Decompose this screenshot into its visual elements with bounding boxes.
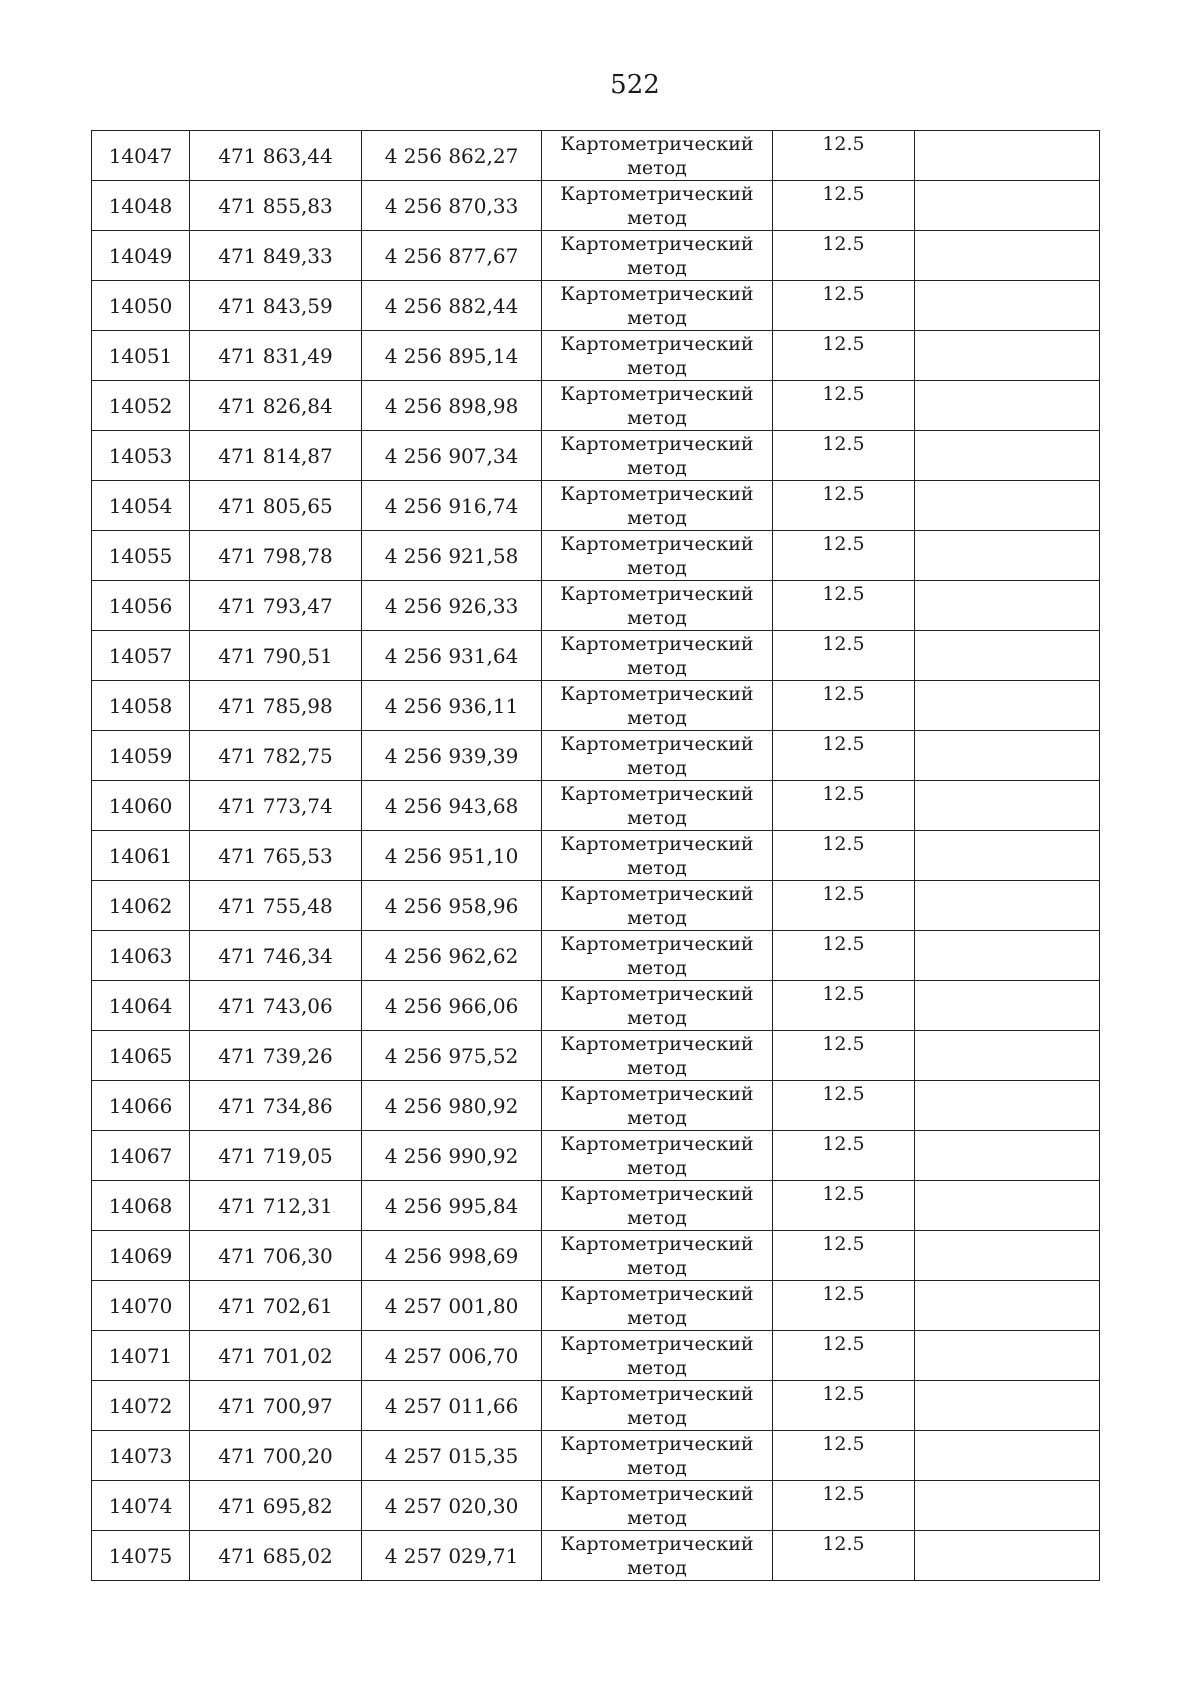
- y-coordinate-cell: 4 256 862,27: [362, 131, 542, 181]
- method-line-2: метод: [627, 1157, 687, 1179]
- y-coordinate-cell: 4 256 877,67: [362, 231, 542, 281]
- point-id-cell: 14052: [92, 381, 190, 431]
- note-cell: [915, 1181, 1100, 1231]
- method-line-2: метод: [627, 257, 687, 279]
- y-coordinate-cell: 4 257 020,30: [362, 1481, 542, 1531]
- method-line-2: метод: [627, 1507, 687, 1529]
- x-coordinate-cell: 471 755,48: [190, 881, 362, 931]
- x-coordinate-cell: 471 805,65: [190, 481, 362, 531]
- table-row: [92, 1231, 1100, 1281]
- x-coordinate-cell: 471 843,59: [190, 281, 362, 331]
- note-cell: [915, 481, 1100, 531]
- x-coordinate-cell: 471 863,44: [190, 131, 362, 181]
- method-line-1: Картометрический: [560, 883, 754, 905]
- x-coordinate-cell: 471 743,06: [190, 981, 362, 1031]
- method-line-2: метод: [627, 857, 687, 879]
- method-cell: [542, 231, 773, 281]
- method-line-2: метод: [627, 507, 687, 529]
- table-row: [92, 181, 1100, 231]
- x-coordinate-cell: 471 826,84: [190, 381, 362, 431]
- method-cell: [542, 1231, 773, 1281]
- y-coordinate-cell: 4 256 943,68: [362, 781, 542, 831]
- method-line-2: метод: [627, 757, 687, 779]
- x-coordinate-cell: 471 719,05: [190, 1131, 362, 1181]
- point-id-cell: 14065: [92, 1031, 190, 1081]
- method-line-1: Картометрический: [560, 733, 754, 755]
- accuracy-cell: 12.5: [773, 231, 915, 281]
- y-coordinate-cell: 4 256 962,62: [362, 931, 542, 981]
- note-cell: [915, 1431, 1100, 1481]
- method-line-2: метод: [627, 1357, 687, 1379]
- y-coordinate-cell: 4 257 029,71: [362, 1531, 542, 1581]
- method-line-2: метод: [627, 807, 687, 829]
- note-cell: [915, 631, 1100, 681]
- method-line-2: метод: [627, 1207, 687, 1229]
- method-line-1: Картометрический: [560, 983, 754, 1005]
- x-coordinate-cell: 471 793,47: [190, 581, 362, 631]
- y-coordinate-cell: 4 256 990,92: [362, 1131, 542, 1181]
- table-row: [92, 1281, 1100, 1331]
- point-id-cell: 14066: [92, 1081, 190, 1131]
- method-line-2: метод: [627, 1457, 687, 1479]
- note-cell: [915, 831, 1100, 881]
- accuracy-cell: 12.5: [773, 131, 915, 181]
- accuracy-cell: 12.5: [773, 631, 915, 681]
- point-id-cell: 14071: [92, 1331, 190, 1381]
- accuracy-cell: 12.5: [773, 1531, 915, 1581]
- coordinates-table-body: [92, 131, 1100, 1581]
- method-cell: [542, 381, 773, 431]
- note-cell: [915, 731, 1100, 781]
- note-cell: [915, 131, 1100, 181]
- method-line-1: Картометрический: [560, 233, 754, 255]
- method-line-2: метод: [627, 1007, 687, 1029]
- table-row: [92, 1431, 1100, 1481]
- coordinates-table: [91, 130, 1100, 1581]
- y-coordinate-cell: 4 256 980,92: [362, 1081, 542, 1131]
- method-line-2: метод: [627, 707, 687, 729]
- note-cell: [915, 681, 1100, 731]
- accuracy-cell: 12.5: [773, 931, 915, 981]
- point-id-cell: 14050: [92, 281, 190, 331]
- method-line-1: Картометрический: [560, 833, 754, 855]
- accuracy-cell: 12.5: [773, 1081, 915, 1131]
- y-coordinate-cell: 4 256 898,98: [362, 381, 542, 431]
- method-line-2: метод: [627, 157, 687, 179]
- note-cell: [915, 281, 1100, 331]
- y-coordinate-cell: 4 256 931,64: [362, 631, 542, 681]
- method-line-2: метод: [627, 357, 687, 379]
- accuracy-cell: 12.5: [773, 281, 915, 331]
- accuracy-cell: 12.5: [773, 481, 915, 531]
- y-coordinate-cell: 4 256 939,39: [362, 731, 542, 781]
- point-id-cell: 14055: [92, 531, 190, 581]
- accuracy-cell: 12.5: [773, 681, 915, 731]
- x-coordinate-cell: 471 814,87: [190, 431, 362, 481]
- accuracy-cell: 12.5: [773, 1181, 915, 1231]
- accuracy-cell: 12.5: [773, 381, 915, 431]
- accuracy-cell: 12.5: [773, 1281, 915, 1331]
- table-row: [92, 631, 1100, 681]
- table-row: [92, 781, 1100, 831]
- table-row: [92, 731, 1100, 781]
- table-row: [92, 1181, 1100, 1231]
- y-coordinate-cell: 4 256 995,84: [362, 1181, 542, 1231]
- method-cell: [542, 581, 773, 631]
- x-coordinate-cell: 471 712,31: [190, 1181, 362, 1231]
- note-cell: [915, 931, 1100, 981]
- point-id-cell: 14074: [92, 1481, 190, 1531]
- note-cell: [915, 231, 1100, 281]
- note-cell: [915, 1331, 1100, 1381]
- method-cell: [542, 931, 773, 981]
- table-row: [92, 531, 1100, 581]
- table-row: [92, 881, 1100, 931]
- method-line-1: Картометрический: [560, 433, 754, 455]
- method-cell: [542, 981, 773, 1031]
- method-line-1: Картометрический: [560, 633, 754, 655]
- method-cell: [542, 631, 773, 681]
- method-line-2: метод: [627, 407, 687, 429]
- point-id-cell: 14051: [92, 331, 190, 381]
- accuracy-cell: 12.5: [773, 1331, 915, 1381]
- y-coordinate-cell: 4 256 907,34: [362, 431, 542, 481]
- table-row: [92, 431, 1100, 481]
- y-coordinate-cell: 4 256 921,58: [362, 531, 542, 581]
- y-coordinate-cell: 4 256 998,69: [362, 1231, 542, 1281]
- x-coordinate-cell: 471 701,02: [190, 1331, 362, 1381]
- accuracy-cell: 12.5: [773, 581, 915, 631]
- method-line-1: Картометрический: [560, 583, 754, 605]
- accuracy-cell: 12.5: [773, 1381, 915, 1431]
- x-coordinate-cell: 471 706,30: [190, 1231, 362, 1281]
- y-coordinate-cell: 4 256 870,33: [362, 181, 542, 231]
- accuracy-cell: 12.5: [773, 531, 915, 581]
- method-line-1: Картометрический: [560, 1183, 754, 1205]
- method-cell: [542, 1431, 773, 1481]
- y-coordinate-cell: 4 256 975,52: [362, 1031, 542, 1081]
- method-line-1: Картометрический: [560, 183, 754, 205]
- x-coordinate-cell: 471 700,97: [190, 1381, 362, 1431]
- note-cell: [915, 981, 1100, 1031]
- method-line-2: метод: [627, 607, 687, 629]
- table-row: [92, 1081, 1100, 1131]
- note-cell: [915, 781, 1100, 831]
- point-id-cell: 14061: [92, 831, 190, 881]
- point-id-cell: 14072: [92, 1381, 190, 1431]
- x-coordinate-cell: 471 746,34: [190, 931, 362, 981]
- table-row: [92, 1331, 1100, 1381]
- method-cell: [542, 1181, 773, 1231]
- method-line-1: Картометрический: [560, 1533, 754, 1555]
- point-id-cell: 14063: [92, 931, 190, 981]
- y-coordinate-cell: 4 257 001,80: [362, 1281, 542, 1331]
- x-coordinate-cell: 471 685,02: [190, 1531, 362, 1581]
- point-id-cell: 14070: [92, 1281, 190, 1331]
- method-cell: [542, 181, 773, 231]
- method-line-1: Картометрический: [560, 1083, 754, 1105]
- method-line-1: Картометрический: [560, 1333, 754, 1355]
- method-line-2: метод: [627, 907, 687, 929]
- page-number: 522: [610, 70, 660, 100]
- point-id-cell: 14064: [92, 981, 190, 1031]
- note-cell: [915, 531, 1100, 581]
- point-id-cell: 14057: [92, 631, 190, 681]
- accuracy-cell: 12.5: [773, 781, 915, 831]
- x-coordinate-cell: 471 798,78: [190, 531, 362, 581]
- method-cell: [542, 1031, 773, 1081]
- method-line-1: Картометрический: [560, 383, 754, 405]
- method-line-2: метод: [627, 1307, 687, 1329]
- method-cell: [542, 781, 773, 831]
- point-id-cell: 14047: [92, 131, 190, 181]
- table-row: [92, 1381, 1100, 1431]
- point-id-cell: 14062: [92, 881, 190, 931]
- accuracy-cell: 12.5: [773, 881, 915, 931]
- accuracy-cell: 12.5: [773, 331, 915, 381]
- x-coordinate-cell: 471 700,20: [190, 1431, 362, 1481]
- method-line-1: Картометрический: [560, 133, 754, 155]
- accuracy-cell: 12.5: [773, 831, 915, 881]
- note-cell: [915, 431, 1100, 481]
- method-line-1: Картометрический: [560, 1433, 754, 1455]
- accuracy-cell: 12.5: [773, 431, 915, 481]
- x-coordinate-cell: 471 785,98: [190, 681, 362, 731]
- method-line-1: Картометрический: [560, 283, 754, 305]
- note-cell: [915, 1031, 1100, 1081]
- method-line-2: метод: [627, 1407, 687, 1429]
- note-cell: [915, 331, 1100, 381]
- method-cell: [542, 881, 773, 931]
- table-row: [92, 831, 1100, 881]
- point-id-cell: 14049: [92, 231, 190, 281]
- method-cell: [542, 681, 773, 731]
- method-cell: [542, 1481, 773, 1531]
- accuracy-cell: 12.5: [773, 181, 915, 231]
- note-cell: [915, 1231, 1100, 1281]
- y-coordinate-cell: 4 256 951,10: [362, 831, 542, 881]
- x-coordinate-cell: 471 782,75: [190, 731, 362, 781]
- point-id-cell: 14069: [92, 1231, 190, 1281]
- method-cell: [542, 731, 773, 781]
- accuracy-cell: 12.5: [773, 731, 915, 781]
- method-line-1: Картометрический: [560, 1233, 754, 1255]
- accuracy-cell: 12.5: [773, 1131, 915, 1181]
- method-cell: [542, 1131, 773, 1181]
- note-cell: [915, 1081, 1100, 1131]
- point-id-cell: 14054: [92, 481, 190, 531]
- table-row: [92, 481, 1100, 531]
- point-id-cell: 14056: [92, 581, 190, 631]
- point-id-cell: 14048: [92, 181, 190, 231]
- point-id-cell: 14053: [92, 431, 190, 481]
- method-line-2: метод: [627, 1557, 687, 1579]
- method-cell: [542, 1281, 773, 1331]
- x-coordinate-cell: 471 790,51: [190, 631, 362, 681]
- table-row: [92, 581, 1100, 631]
- x-coordinate-cell: 471 695,82: [190, 1481, 362, 1531]
- table-row: [92, 381, 1100, 431]
- method-cell: [542, 1081, 773, 1131]
- note-cell: [915, 1481, 1100, 1531]
- method-cell: [542, 1531, 773, 1581]
- x-coordinate-cell: 471 855,83: [190, 181, 362, 231]
- y-coordinate-cell: 4 256 916,74: [362, 481, 542, 531]
- method-cell: [542, 131, 773, 181]
- note-cell: [915, 881, 1100, 931]
- x-coordinate-cell: 471 702,61: [190, 1281, 362, 1331]
- point-id-cell: 14060: [92, 781, 190, 831]
- accuracy-cell: 12.5: [773, 1481, 915, 1531]
- note-cell: [915, 1131, 1100, 1181]
- table-row: [92, 931, 1100, 981]
- method-line-1: Картометрический: [560, 683, 754, 705]
- method-cell: [542, 331, 773, 381]
- method-line-2: метод: [627, 1107, 687, 1129]
- note-cell: [915, 1531, 1100, 1581]
- method-cell: [542, 531, 773, 581]
- y-coordinate-cell: 4 257 015,35: [362, 1431, 542, 1481]
- method-line-1: Картометрический: [560, 1033, 754, 1055]
- method-line-1: Картометрический: [560, 783, 754, 805]
- note-cell: [915, 1281, 1100, 1331]
- method-line-1: Картометрический: [560, 1383, 754, 1405]
- table-row: [92, 131, 1100, 181]
- y-coordinate-cell: 4 256 882,44: [362, 281, 542, 331]
- table-row: [92, 1481, 1100, 1531]
- x-coordinate-cell: 471 765,53: [190, 831, 362, 881]
- note-cell: [915, 581, 1100, 631]
- table-row: [92, 981, 1100, 1031]
- note-cell: [915, 181, 1100, 231]
- method-cell: [542, 431, 773, 481]
- x-coordinate-cell: 471 773,74: [190, 781, 362, 831]
- table-row: [92, 681, 1100, 731]
- method-line-2: метод: [627, 457, 687, 479]
- method-line-2: метод: [627, 307, 687, 329]
- y-coordinate-cell: 4 256 895,14: [362, 331, 542, 381]
- table-row: [92, 1031, 1100, 1081]
- x-coordinate-cell: 471 734,86: [190, 1081, 362, 1131]
- y-coordinate-cell: 4 256 936,11: [362, 681, 542, 731]
- point-id-cell: 14059: [92, 731, 190, 781]
- method-line-1: Картометрический: [560, 1283, 754, 1305]
- point-id-cell: 14068: [92, 1181, 190, 1231]
- note-cell: [915, 1381, 1100, 1431]
- table-row: [92, 1531, 1100, 1581]
- table-row: [92, 281, 1100, 331]
- method-line-1: Картометрический: [560, 1133, 754, 1155]
- x-coordinate-cell: 471 849,33: [190, 231, 362, 281]
- method-line-1: Картометрический: [560, 483, 754, 505]
- x-coordinate-cell: 471 739,26: [190, 1031, 362, 1081]
- method-line-1: Картометрический: [560, 533, 754, 555]
- method-line-2: метод: [627, 557, 687, 579]
- accuracy-cell: 12.5: [773, 1031, 915, 1081]
- method-line-2: метод: [627, 957, 687, 979]
- y-coordinate-cell: 4 256 926,33: [362, 581, 542, 631]
- method-line-2: метод: [627, 207, 687, 229]
- method-line-1: Картометрический: [560, 1483, 754, 1505]
- method-line-1: Картометрический: [560, 933, 754, 955]
- y-coordinate-cell: 4 257 011,66: [362, 1381, 542, 1431]
- y-coordinate-cell: 4 256 966,06: [362, 981, 542, 1031]
- note-cell: [915, 381, 1100, 431]
- point-id-cell: 14067: [92, 1131, 190, 1181]
- method-cell: [542, 481, 773, 531]
- accuracy-cell: 12.5: [773, 981, 915, 1031]
- method-line-2: метод: [627, 1057, 687, 1079]
- point-id-cell: 14058: [92, 681, 190, 731]
- method-line-2: метод: [627, 1257, 687, 1279]
- method-line-1: Картометрический: [560, 333, 754, 355]
- point-id-cell: 14073: [92, 1431, 190, 1481]
- accuracy-cell: 12.5: [773, 1231, 915, 1281]
- method-cell: [542, 281, 773, 331]
- method-line-2: метод: [627, 657, 687, 679]
- accuracy-cell: 12.5: [773, 1431, 915, 1481]
- point-id-cell: 14075: [92, 1531, 190, 1581]
- method-cell: [542, 1331, 773, 1381]
- method-cell: [542, 1381, 773, 1431]
- y-coordinate-cell: 4 256 958,96: [362, 881, 542, 931]
- table-row: [92, 331, 1100, 381]
- x-coordinate-cell: 471 831,49: [190, 331, 362, 381]
- table-row: [92, 1131, 1100, 1181]
- table-row: [92, 231, 1100, 281]
- y-coordinate-cell: 4 257 006,70: [362, 1331, 542, 1381]
- method-cell: [542, 831, 773, 881]
